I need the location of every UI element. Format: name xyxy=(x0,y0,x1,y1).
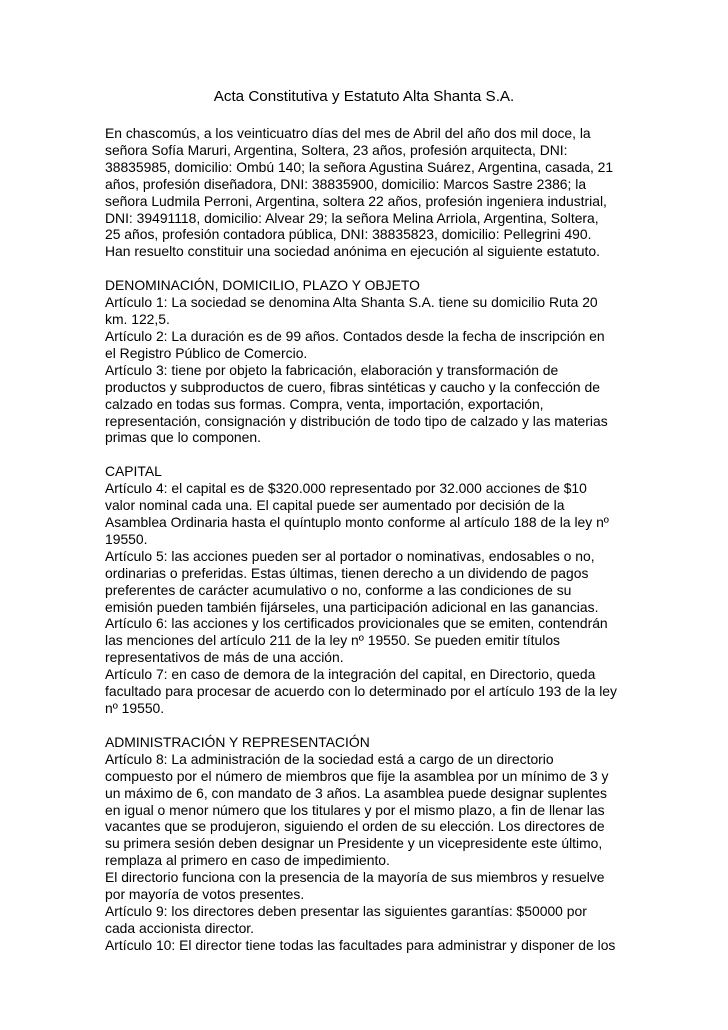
intro-line: señora Sofía Maruri, Argentina, Soltera, 23 años, profesión arquitecta, DNI: xyxy=(105,141,568,158)
section-line: nº 19550. xyxy=(105,700,165,716)
section-line: preferentes de carácter acumulativo o no, conforme a las condiciones de su xyxy=(105,581,572,598)
intro-line: En chascomús, a los veinticuatro días del mes de Abril del año dos mil doce, la xyxy=(105,125,591,141)
section-line: Artículo 4: el capital es de $320.000 representado por 32.000 acciones de $10 xyxy=(105,480,587,497)
section-line: su primera sesión deben designar un Presidente y un vicepresidente este último, xyxy=(105,835,603,852)
section-line: km. 122,5. xyxy=(105,311,170,328)
section-heading: DENOMINACIÓN, DOMICILIO, PLAZO Y OBJETO xyxy=(105,277,420,294)
intro-line: DNI: 39491118, domicilio: Alvear 29; la señora Melina Arriola, Argentina, Soltera, xyxy=(105,209,599,226)
section-block xyxy=(105,734,645,954)
section-heading: ADMINISTRACIÓN Y REPRESENTACIÓN xyxy=(105,733,370,750)
section-line: representación, consignación y distribución de todo tipo de calzado y las materias xyxy=(105,412,608,429)
section-line: productos y subproductos de cuero, fibras sintéticas y caucho y la confección de xyxy=(105,378,600,395)
section-line: el Registro Público de Comercio. xyxy=(105,344,308,361)
section-line: remplaza al primero en caso de impedimiento. xyxy=(105,852,390,869)
section-line: Artículo 7: en caso de demora de la integración del capital, en Directorio, queda xyxy=(105,666,596,683)
section-line: Artículo 9: los directores deben presentar las siguientes garantías: $50000 por xyxy=(105,902,587,919)
section-line: calzado en todas sus formas. Compra, venta, importación, exportación, xyxy=(105,395,544,412)
section-line: 19550. xyxy=(105,530,148,547)
section-line: las menciones del artículo 211 de la ley nº 19550. Se pueden emitir títulos xyxy=(105,632,560,649)
section-line: facultado para procesar de acuerdo con lo determinado por el artículo 193 de la ley xyxy=(105,683,617,700)
section-line: Artículo 3: tiene por objeto la fabricación, elaboración y transformación de xyxy=(105,361,559,378)
section-line: ordinarias o preferidas. Estas últimas, tienen derecho a un dividendo de pagos xyxy=(105,564,589,581)
section-line: Artículo 2: La duración es de 99 años. Contados desde la fecha de inscripción en xyxy=(105,327,605,344)
section-line: Asamblea Ordinaria hasta el quíntuplo monto conforme al artículo 188 de la ley nº xyxy=(105,514,609,531)
intro-line: señora Ludmila Perroni, Argentina, soltera 22 años, profesión ingeniera industrial, xyxy=(105,192,607,209)
section-line: valor nominal cada una. El capital puede ser aumentado por decisión de la xyxy=(105,497,565,514)
intro-line: 25 años, profesión contadora pública, DNI: 38835823, domicilio: Pellegrini 490. xyxy=(105,226,592,243)
section-line: representativos de más de una acción. xyxy=(105,649,344,666)
document-body xyxy=(105,125,645,971)
section-block xyxy=(105,277,645,446)
intro-line: Han resuelto constituir una sociedad anónima en ejecución al siguiente estatuto. xyxy=(105,243,600,260)
section-line: por mayoría de votos presentes. xyxy=(105,886,305,903)
section-line: compuesto por el número de miembros que fije la asamblea por un mínimo de 3 y xyxy=(105,767,609,784)
intro-line: 38835985, domicilio: Ombú 140; la señora Agustina Suárez, Argentina, casada, 21 xyxy=(105,158,614,175)
section-heading: CAPITAL xyxy=(105,463,162,480)
section-line: cada accionista director. xyxy=(105,919,255,936)
sections-container xyxy=(105,277,645,953)
section-line: emisión pueden también fijárseles, una participación adicional en las ganancias. xyxy=(105,598,599,615)
section-line: primas que lo componen. xyxy=(105,429,261,446)
intro-line: años, profesión diseñadora, DNI: 38835900, domicilio: Marcos Sastre 2386; la xyxy=(105,175,587,192)
section-line: El directorio funciona con la presencia de la mayoría de sus miembros y resuelve xyxy=(105,869,605,886)
section-line: Artículo 8: La administración de la sociedad está a cargo de un directorio xyxy=(105,750,554,767)
section-line: vacantes que se produjeron, siguiendo el orden de su elección. Los directores de xyxy=(105,818,605,835)
section-line: Artículo 5: las acciones pueden ser al portador o nominativas, endosables o no, xyxy=(105,547,595,564)
section-line: en igual o menor número que los titulares y por el mismo plazo, a fin de llenar las xyxy=(105,801,605,818)
intro-paragraph xyxy=(105,125,645,260)
document-title: Acta Constitutiva y Estatuto Alta Shanta S.A. xyxy=(213,88,515,105)
section-line: Artículo 10: El director tiene todas las facultades para administrar y disponer de los xyxy=(105,936,616,953)
section-line: un máximo de 6, con mandato de 3 años. La asamblea puede designar suplentes xyxy=(105,784,607,801)
section-block xyxy=(105,463,645,717)
section-line: Artículo 6: las acciones y los certificados provicionales que se emiten, contendrán xyxy=(105,615,608,632)
section-line: Artículo 1: La sociedad se denomina Alta Shanta S.A. tiene su domicilio Ruta 20 xyxy=(105,294,598,311)
